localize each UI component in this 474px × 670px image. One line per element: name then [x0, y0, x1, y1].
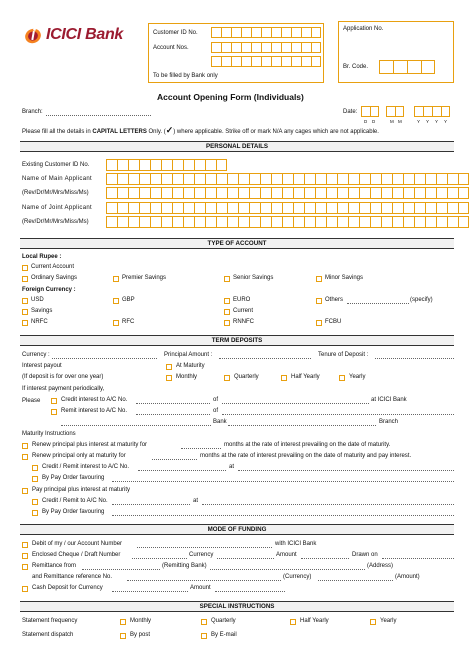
existing-id-label: Existing Customer ID No.: [22, 162, 90, 168]
cash-amount-label: Amount: [190, 585, 211, 591]
branch-label-td: Branch: [379, 419, 399, 425]
debit-account-field[interactable]: [137, 547, 272, 548]
stmt-monthly-label: Monthly: [130, 618, 152, 624]
monthly-checkbox[interactable]: [166, 375, 172, 381]
credit-remit-ac-field[interactable]: [138, 470, 226, 471]
remit-currency-label: (Currency): [283, 574, 312, 580]
cheque-label: Enclosed Cheque / Draft Number: [32, 552, 121, 558]
rfc-label: RFC: [122, 319, 135, 325]
pay-pi-label: Pay principal plus interest at maturity: [32, 487, 131, 493]
months-rate-label-1: months at the rate of interest prevailing on the date of maturity.: [224, 442, 391, 448]
premier-savings-checkbox[interactable]: [113, 276, 119, 282]
joint-applicant-label: Name of Joint Applicant: [22, 205, 92, 211]
salutation-label-1: (Rev/Dr/Mr/Mrs/Miss/Ms): [22, 190, 89, 196]
drawn-on-label: Drawn on: [352, 552, 378, 558]
remit-ref-field[interactable]: [127, 580, 281, 581]
remit-ref-label: and Remittance reference No.: [32, 574, 113, 580]
debit-checkbox[interactable]: [22, 542, 28, 548]
renew-pi-checkbox[interactable]: [22, 443, 28, 449]
remittance-from-label: Remittance from: [32, 563, 77, 569]
date-year-cells[interactable]: [414, 106, 450, 117]
fcbu-checkbox[interactable]: [316, 320, 322, 326]
principal-field[interactable]: [219, 358, 311, 359]
at-maturity-checkbox[interactable]: [166, 364, 172, 370]
stmt-yearly-label: Yearly: [380, 618, 397, 624]
section-type-of-account: TYPE OF ACCOUNT: [20, 238, 454, 249]
date-hint: Y: [417, 119, 421, 124]
remit-interest-label: Remit interest to A/C No.: [61, 408, 128, 414]
joint-applicant-cells-2[interactable]: [106, 216, 469, 228]
euro-checkbox[interactable]: [224, 298, 230, 304]
by-post-checkbox[interactable]: [120, 633, 126, 639]
address-label: (Address): [367, 563, 394, 569]
credit-remit-at-field[interactable]: [238, 470, 454, 471]
bank-name: ICICI Bank: [46, 26, 124, 43]
credit-interest-of-field[interactable]: [222, 403, 369, 404]
stmt-yearly-checkbox[interactable]: [370, 619, 376, 625]
premier-savings-label: Premier Savings: [122, 275, 167, 281]
branch-label: Branch:: [22, 109, 43, 115]
half-yearly-checkbox[interactable]: [281, 375, 287, 381]
pay-order2-checkbox[interactable]: [32, 510, 38, 516]
remit-interest-ac-field[interactable]: [136, 414, 210, 415]
savings-checkbox[interactable]: [22, 309, 28, 315]
euro-label: EURO: [233, 297, 251, 303]
foreign-currency-label: Foreign Currency :: [22, 287, 76, 293]
by-email-label: By E-mail: [211, 632, 237, 638]
credit-interest-checkbox[interactable]: [51, 398, 57, 404]
date-hint: D: [372, 119, 376, 124]
tenure-field[interactable]: [375, 358, 454, 359]
stmt-half-yearly-checkbox[interactable]: [290, 619, 296, 625]
section-special-instructions: SPECIAL INSTRUCTIONS: [20, 601, 454, 612]
section-personal-details: PERSONAL DETAILS: [20, 141, 454, 152]
half-yearly-label: Half Yearly: [291, 374, 320, 380]
remitting-bank-field[interactable]: [82, 569, 160, 570]
br-code-label: Br. Code.: [343, 64, 369, 70]
cash-amount-field[interactable]: [215, 591, 285, 592]
cheque-currency-field[interactable]: [217, 558, 274, 559]
stmt-half-yearly-label: Half Yearly: [300, 618, 329, 624]
at-label: at: [193, 498, 199, 504]
salutation-label-2: (Rev/Dr/Mr/Mrs/Miss/Ms): [22, 219, 89, 225]
gbp-label: GBP: [122, 297, 135, 303]
stmt-quarterly-checkbox[interactable]: [201, 619, 207, 625]
maturity-instructions-label: Maturity Instructions: [22, 431, 76, 437]
account-nos-label: Account Nos.: [153, 45, 189, 51]
date-hint: M: [398, 119, 402, 124]
current-account-label: Current Account: [31, 264, 75, 270]
bank-label: Bank: [213, 419, 227, 425]
renew-pi-months-field[interactable]: [181, 448, 221, 449]
main-applicant-label: Name of Main Applicant: [22, 176, 92, 182]
existing-id-cells[interactable]: [106, 159, 227, 171]
current-label: Current: [233, 308, 254, 314]
yearly-label: Yearly: [349, 374, 366, 380]
date-month-cells[interactable]: [386, 106, 404, 117]
tick-icon: ✓: [165, 125, 174, 135]
remit-interest-checkbox[interactable]: [51, 409, 57, 415]
credit-to-at-field[interactable]: [202, 504, 454, 505]
date-hint: M: [390, 119, 394, 124]
remittance-checkbox[interactable]: [22, 564, 28, 570]
please-label: Please: [22, 398, 41, 404]
drawn-on-field[interactable]: [382, 558, 454, 559]
pay-order2-field[interactable]: [112, 515, 454, 516]
senior-savings-checkbox[interactable]: [224, 276, 230, 282]
renew-p-label: Renew principal only at maturity for: [32, 453, 126, 459]
if-periodically-label: If interest payment periodically,: [22, 386, 105, 392]
specify-label: (specify): [410, 297, 433, 303]
usd-label: USD: [31, 297, 44, 303]
section-term-deposits: TERM DEPOSITS: [20, 335, 454, 346]
remittance-address-field[interactable]: [210, 569, 365, 570]
date-hint: Y: [444, 119, 448, 124]
account-nos-cells-1[interactable]: [211, 42, 321, 53]
credit-to-checkbox[interactable]: [32, 499, 38, 505]
date-hint: D: [364, 119, 368, 124]
pay-order-label: By Pay Order favouring: [42, 475, 105, 481]
main-applicant-cells-2[interactable]: [106, 187, 469, 199]
cheque-amount-field[interactable]: [301, 558, 349, 559]
customer-id-label: Customer ID No.: [153, 30, 198, 36]
months-rate-label-2: months at the rate of interest prevailing on the date of maturity and pay interest.: [200, 453, 412, 459]
with-icici-label: with ICICI Bank: [275, 541, 317, 547]
cheque-checkbox[interactable]: [22, 553, 28, 559]
currency-field[interactable]: [52, 358, 157, 359]
senior-savings-label: Senior Savings: [233, 275, 274, 281]
renew-pi-label: Renew principal plus interest at maturity for: [32, 442, 148, 448]
nrfc-label: NRFC: [31, 319, 48, 325]
logo-mark-icon: [22, 24, 44, 46]
rfc-checkbox[interactable]: [113, 320, 119, 326]
ordinary-savings-label: Ordinary Savings: [31, 275, 78, 281]
date-label: Date:: [343, 109, 358, 115]
at-icici-label: at ICICI Bank: [371, 397, 407, 403]
stmt-quarterly-label: Quarterly: [211, 618, 236, 624]
gbp-checkbox[interactable]: [113, 298, 119, 304]
account-nos-cells-2[interactable]: [211, 56, 321, 67]
credit-interest-ac-field[interactable]: [136, 403, 210, 404]
credit-remit-checkbox[interactable]: [32, 465, 38, 471]
current-checkbox[interactable]: [224, 309, 230, 315]
cash-checkbox[interactable]: [22, 586, 28, 592]
interest-payout-label: Interest payout: [22, 363, 62, 369]
debit-label: Debit of my / our Account Number: [32, 541, 123, 547]
quarterly-label: Quarterly: [234, 374, 259, 380]
minor-savings-checkbox[interactable]: [316, 276, 322, 282]
quarterly-checkbox[interactable]: [224, 375, 230, 381]
stmt-monthly-checkbox[interactable]: [120, 619, 126, 625]
branch-field[interactable]: [46, 115, 151, 116]
cash-currency-field[interactable]: [112, 591, 188, 592]
others-label: Others: [325, 297, 344, 303]
pay-pi-checkbox[interactable]: [22, 488, 28, 494]
remit-branch-field[interactable]: [228, 425, 376, 426]
pay-order2-label: By Pay Order favouring: [42, 509, 105, 515]
others-checkbox[interactable]: [316, 298, 322, 304]
nrfc-checkbox[interactable]: [22, 320, 28, 326]
bank-use-note: To be filled by Bank only: [153, 73, 218, 79]
remit-currency-amount-field[interactable]: [318, 580, 393, 581]
fcbu-label: FCBU: [325, 319, 342, 325]
date-day-cells[interactable]: [361, 106, 379, 117]
ordinary-savings-checkbox[interactable]: [22, 276, 28, 282]
remit-bank-field[interactable]: [61, 425, 211, 426]
customer-id-cells[interactable]: [211, 27, 321, 38]
monthly-label: Monthly: [176, 374, 198, 380]
section-mode-of-funding: MODE OF FUNDING: [20, 524, 454, 535]
yearly-checkbox[interactable]: [339, 375, 345, 381]
form-title: Account Opening Form (Individuals): [157, 92, 304, 102]
if-deposit-label: (If deposit is for over one year): [22, 374, 104, 380]
date-hint: Y: [435, 119, 439, 124]
rnnfc-label: RNNFC: [233, 319, 254, 325]
tenure-label: Tenure of Deposit :: [318, 352, 369, 358]
by-post-label: By post: [130, 632, 151, 638]
joint-applicant-cells-1[interactable]: [106, 202, 469, 214]
at-maturity-label: At Maturity: [176, 363, 205, 369]
statement-dispatch-label: Statement dispatch: [22, 632, 74, 638]
cheque-amount-label: Amount: [276, 552, 297, 558]
renew-p-checkbox[interactable]: [22, 454, 28, 460]
instructions: Please fill all the details in CAPITAL LETTERS Only. (✓) where applicable. Strike off or mark N/A any cages which are not applicable.: [22, 125, 379, 135]
cash-label: Cash Deposit for Currency: [32, 585, 103, 591]
statement-freq-label: Statement frequency: [22, 618, 78, 624]
remit-amount-label: (Amount): [395, 574, 420, 580]
renew-p-months-field[interactable]: [152, 459, 197, 460]
credit-remit-label: Credit / Remit interest to A/C No.: [42, 464, 130, 470]
pay-order-checkbox[interactable]: [32, 476, 38, 482]
local-rupee-label: Local Rupee :: [22, 254, 62, 260]
of-label: of: [213, 408, 219, 414]
usd-checkbox[interactable]: [22, 298, 28, 304]
date-hint: Y: [426, 119, 430, 124]
current-account-checkbox[interactable]: [22, 265, 28, 271]
savings-label: Savings: [31, 308, 53, 314]
remit-interest-of-field[interactable]: [222, 414, 454, 415]
minor-savings-label: Minor Savings: [325, 275, 364, 281]
pay-order-field[interactable]: [112, 481, 454, 482]
of-label: of: [213, 397, 219, 403]
main-applicant-cells-1[interactable]: [106, 173, 469, 185]
cheque-number-field[interactable]: [132, 558, 187, 559]
remitting-bank-label: (Remitting Bank): [162, 563, 207, 569]
credit-to-label: Credit / Remit to A/C No.: [42, 498, 108, 504]
by-email-checkbox[interactable]: [201, 633, 207, 639]
credit-interest-label: Credit interest to A/C No.: [61, 397, 128, 403]
others-specify-field[interactable]: [347, 303, 409, 304]
principal-label: Principal Amount :: [164, 352, 213, 358]
credit-to-ac-field[interactable]: [112, 504, 190, 505]
currency-label: Currency :: [22, 352, 50, 358]
rnnfc-checkbox[interactable]: [224, 320, 230, 326]
at-label: at: [229, 464, 235, 470]
application-no-label: Application No.: [343, 26, 384, 32]
cheque-currency-label: Currency: [189, 552, 214, 558]
icici-logo: [22, 24, 132, 46]
br-code-cells[interactable]: [379, 60, 435, 74]
